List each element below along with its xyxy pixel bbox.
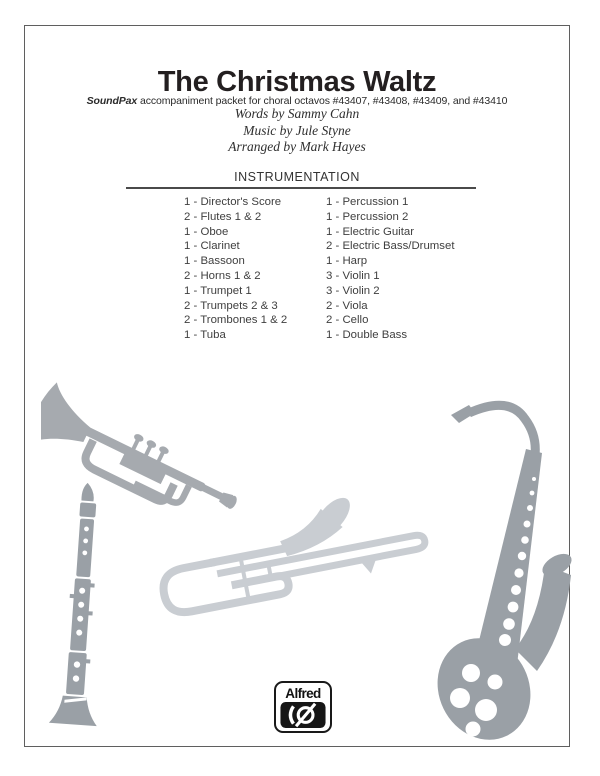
instrument-line: 1 - Electric Guitar <box>326 225 414 238</box>
subtitle <box>25 95 569 107</box>
trombone-silhouette-icon <box>121 469 451 669</box>
instrument-line: 1 - Harp <box>326 255 368 268</box>
instrument-line: 1 - Percussion 2 <box>326 210 409 223</box>
instrument-line: 3 - Violin 2 <box>326 284 380 297</box>
instrument-line: 1 - Bassoon <box>184 255 245 268</box>
credits <box>25 106 569 156</box>
credit-music: Music by Jule Styne <box>243 122 351 138</box>
instrument-line: 1 - Trumpet 1 <box>184 284 252 297</box>
instrument-line: 1 - Director's Score <box>184 196 282 208</box>
saxophone-silhouette-icon <box>429 393 579 748</box>
instrument-line: 1 - Double Bass <box>326 329 408 342</box>
alfred-mark-icon <box>280 702 326 728</box>
page-title: The Christmas Waltz <box>157 66 437 99</box>
instrumentation-divider <box>126 187 476 189</box>
instrument-line: 1 - Clarinet <box>184 240 240 253</box>
alfred-logo <box>274 681 332 733</box>
instrument-line: 2 - Cello <box>326 314 369 327</box>
instrument-line: 1 - Oboe <box>184 225 229 238</box>
instrument-column-left <box>184 195 326 343</box>
instrument-line: 2 - Trombones 1 & 2 <box>184 314 288 327</box>
instrument-line: 2 - Horns 1 & 2 <box>184 269 261 282</box>
instrument-line: 2 - Trumpets 2 & 3 <box>184 299 278 312</box>
instrument-line: 2 - Flutes 1 & 2 <box>184 210 262 223</box>
instrument-line: 2 - Viola <box>326 299 368 312</box>
subtitle-text: accompaniment packet for choral octavos #43407, #43408, #43409, and #43410 <box>137 94 508 107</box>
instrument-line: 3 - Violin 1 <box>326 269 380 282</box>
credit-arranger: Arranged by Mark Hayes <box>228 139 366 154</box>
instrument-line: 2 - Electric Bass/Drumset <box>326 240 455 253</box>
instrumentation-list <box>184 195 455 343</box>
soundpax-brand: SoundPax <box>86 94 138 107</box>
instrument-line: 1 - Tuba <box>184 329 226 342</box>
cover-page <box>24 25 570 747</box>
publisher-name: Alfred <box>285 685 321 701</box>
instrument-column-right <box>326 195 455 343</box>
credit-words: Words by Sammy Cahn <box>234 106 360 121</box>
instrumentation-heading: INSTRUMENTATION <box>234 170 360 184</box>
instrument-line: 1 - Percussion 1 <box>326 196 409 208</box>
